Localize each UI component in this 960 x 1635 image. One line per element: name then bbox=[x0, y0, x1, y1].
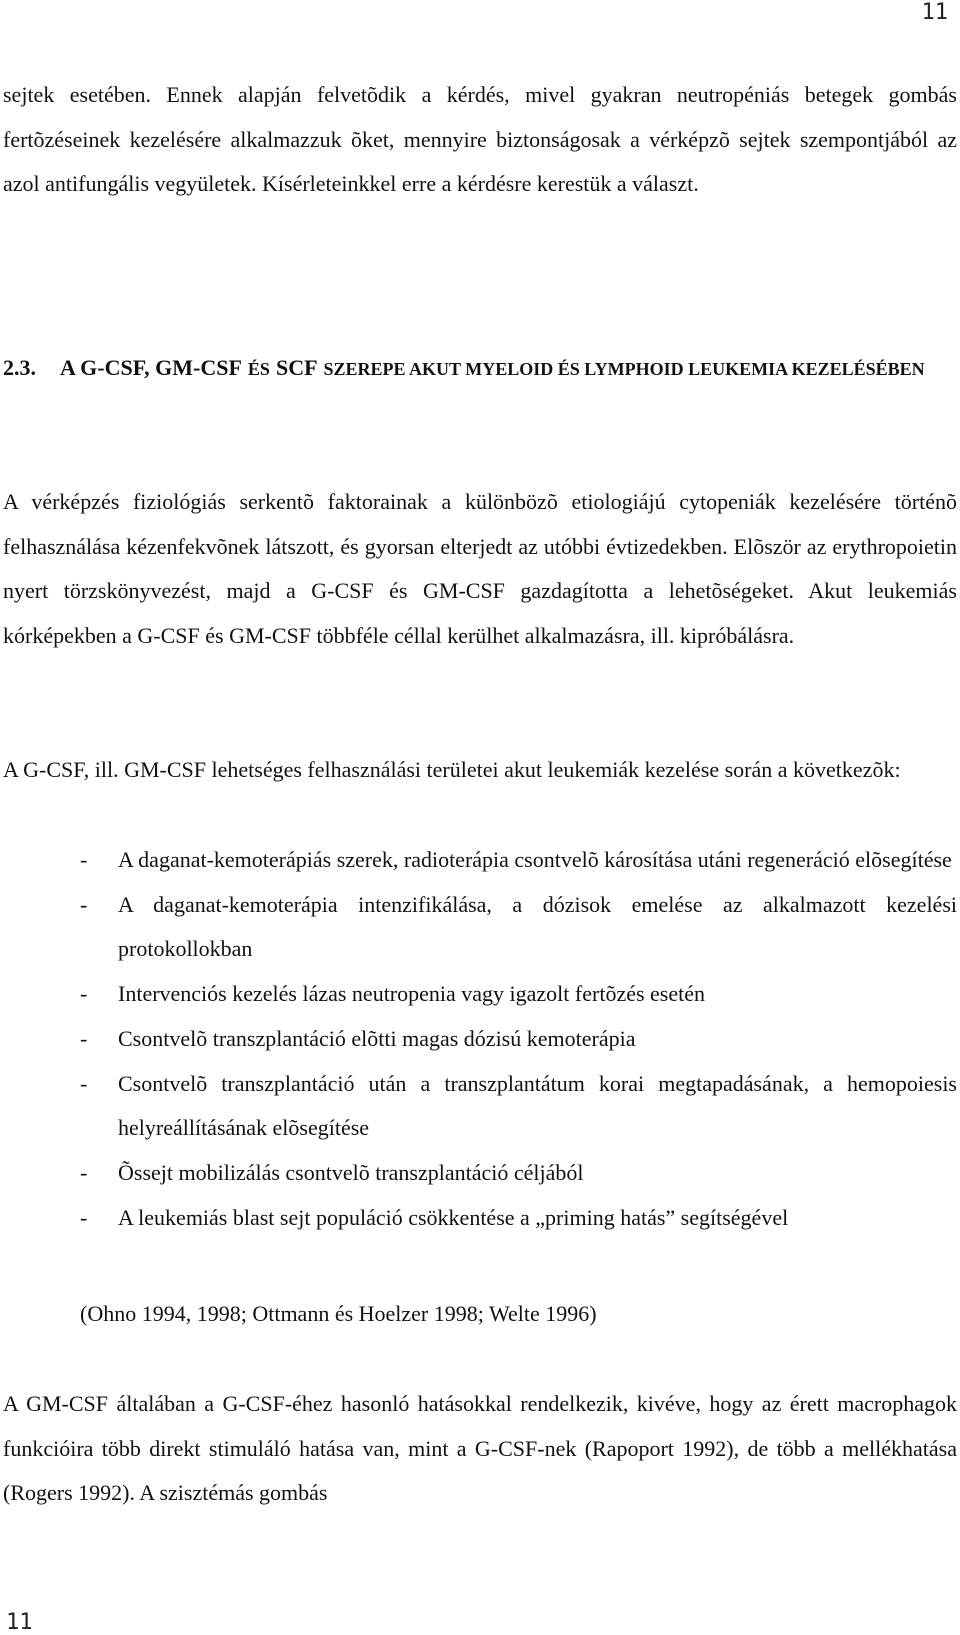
page-number-bottom: 11 bbox=[6, 1610, 33, 1635]
list-item bbox=[80, 1017, 957, 1062]
list-item-text: Õssejt mobilizálás csontvelõ transzplantáció céljából bbox=[118, 1159, 584, 1185]
list-item-text: Csontvelõ transzplantáció után a transzplantátum korai megtapadásának, a hemopoiesis helyreállításának elõsegítése bbox=[118, 1070, 957, 1141]
list-item bbox=[80, 883, 957, 972]
list-item bbox=[80, 1062, 957, 1151]
list-item bbox=[80, 838, 957, 883]
heading-part-4: SZEREPE AKUT MYELOID ÉS LYMPHOID LEUKEMIA KEZELÉSÉBEN bbox=[323, 359, 925, 379]
list-item-text: A daganat-kemoterápia intenzifikálása, a dózisok emelése az alkalmazott kezelési protokollokban bbox=[118, 891, 957, 962]
list-item bbox=[80, 1151, 957, 1196]
section-number: 2.3. bbox=[3, 355, 36, 380]
heading-part-1: A G-CSF, GM-CSF bbox=[60, 355, 242, 380]
list-item-text: A daganat-kemoterápiás szerek, radioterápia csontvelõ károsítása utáni regeneráció elõsegítése bbox=[118, 847, 952, 872]
list-dash: - bbox=[80, 981, 88, 1007]
list-dash: - bbox=[80, 1159, 88, 1185]
list-dash: - bbox=[80, 891, 88, 917]
list-item-text: Intervenciós kezelés lázas neutropenia vagy igazolt fertõzés esetén bbox=[118, 981, 705, 1007]
list-item bbox=[80, 1196, 957, 1241]
paragraph-list-intro: A G-CSF, ill. GM-CSF lehetséges felhasználási területei akut leukemiák kezelése során a következõk: bbox=[3, 757, 901, 782]
references-line: (Ohno 1994, 1998; Ottmann és Hoelzer 1998; Welte 1996) bbox=[80, 1301, 597, 1326]
section-heading bbox=[3, 345, 957, 392]
heading-part-2: ÉS bbox=[247, 359, 270, 379]
paragraph-intro: sejtek esetében. Ennek alapján felvetõdik a kérdés, mivel gyakran neutropéniás betegek gombás fertõzéseinek kezelésére alkalmazzuk õket, mennyire biztonságosak a vérképzõ sejtek szempontjából az azol antifungális vegyületek. Kísérleteinkkel erre a kérdésre kerestük a választ. bbox=[3, 82, 957, 197]
heading-part-3: SCF bbox=[275, 355, 318, 380]
paragraph-overview: A vérképzés fiziológiás serkentõ faktorainak a különbözõ etiologiájú cytopeniák kezelésére történõ felhasználása kézenfekvõnek látszott, és gyorsan elterjedt az utóbbi évtizedekben. Elõször az erythropoietin nyert törzskönyvezést, majd a G-CSF és GM-CSF gazdagította a lehetõségeket. Akut leukemiás kórképekben a G-CSF és GM-CSF többféle céllal kerülhet alkalmazásra, ill. kipróbálásra. bbox=[3, 489, 957, 649]
usage-list bbox=[80, 838, 957, 1240]
list-dash: - bbox=[80, 1204, 88, 1230]
list-item-text: A leukemiás blast sejt populáció csökkentése a „priming hatás” segítségével bbox=[118, 1204, 789, 1230]
list-dash: - bbox=[80, 1070, 88, 1096]
list-item-text: Csontvelõ transzplantáció elõtti magas dózisú kemoterápia bbox=[118, 1025, 636, 1051]
list-item bbox=[80, 972, 957, 1017]
list-dash: - bbox=[80, 847, 88, 872]
paragraph-gm-csf: A GM-CSF általában a G-CSF-éhez hasonló hatásokkal rendelkezik, kivéve, hogy az érett macrophagok funkcióira több direkt stimuláló hatása van, mint a G-CSF-nek (Rapoport 1992), de több a mellékhatása (Rogers 1992). A szisztémás gombás bbox=[3, 1391, 957, 1506]
list-dash: - bbox=[80, 1025, 88, 1051]
page-number-top: 11 bbox=[921, 0, 948, 25]
